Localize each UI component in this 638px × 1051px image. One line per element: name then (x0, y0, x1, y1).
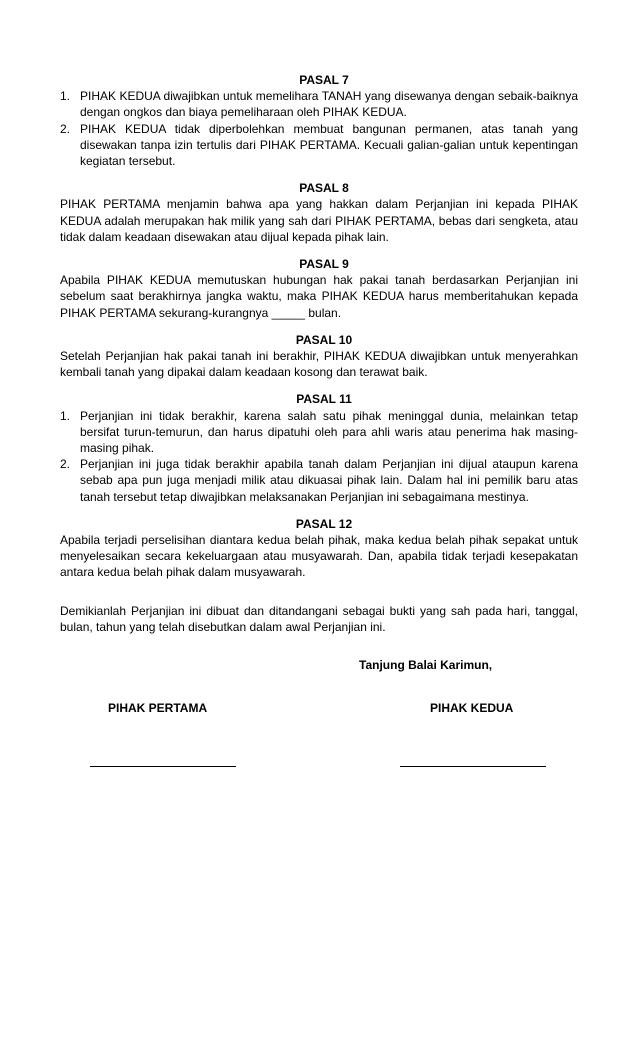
pasal-8-text: PIHAK PERTAMA menjamin bahwa apa yang hakkan dalam Perjanjian ini kepada PIHAK KEDUA adalah merupakan hak milik yang sah dari PIHAK PERTAMA, bebas dari sengketa, atau tidak dalam keadaan disewakan atau dijual kepada pihak lain. (60, 197, 578, 244)
signing-place: Tanjung Balai Karimun, (359, 658, 493, 672)
pasal-7-list (60, 88, 578, 169)
second-party-label: PIHAK KEDUA (430, 701, 514, 715)
document-page (60, 72, 578, 715)
second-party-signature-line (400, 766, 546, 767)
list-item-text: Perjanjian ini juga tidak berakhir apabila tanah dalam Perjanjian ini dijual ataupun karena sebab apa pun juga menjadi milik atau dikuasai pihak lain. Dalam hal ini pemilik baru atas tanah tersebut tetap diwajibkan melaksanakan Perjanjian ini sebagaimana mestinya. (80, 457, 578, 504)
pasal-10-text: Setelah Perjanjian hak pakai tanah ini berakhir, PIHAK KEDUA diwajibkan untuk menyerahkan kembali tanah yang dipakai dalam keadaan kosong dan terawat baik. (60, 349, 578, 380)
list-item-text: Perjanjian ini tidak berakhir, karena salah satu pihak meninggal dunia, melainkan tetap bersifat turun-temurun, dan harus dipatuhi oleh para ahli waris atau penerima hak masing-masing pihak. (80, 408, 578, 456)
pasal-9-text: Apabila PIHAK KEDUA memutuskan hubungan hak pakai tanah berdasarkan Perjanjian ini sebelum saat berakhirnya jangka waktu, maka PIHAK KEDUA harus memberitahukan kepada PIHAK PERTAMA sekurang-kurangnya _____ bulan. (60, 273, 578, 320)
list-item-number: 2. (60, 457, 71, 472)
list-item-text: PIHAK KEDUA tidak diperbolehkan membuat bangunan permanen, atas tanah yang disewakan tanpa izin tertulis dari PIHAK PERTAMA. Kecuali galian-galian untuk kepentingan kegiatan tersebut. (80, 121, 578, 169)
pasal-12-heading: PASAL 12 (295, 516, 353, 531)
pasal-7-heading: PASAL 7 (299, 73, 349, 87)
pasal-11-heading: PASAL 11 (296, 392, 352, 407)
list-item-number: 1. (60, 408, 71, 423)
list-item (60, 408, 578, 457)
list-item-number: 2. (60, 121, 71, 136)
closing-statement: Demikianlah Perjanjian ini dibuat dan ditandangani sebagai bukti yang sah pada hari, tanggal, bulan, tahun yang telah disebutkan dalam awal Perjanjian ini. (60, 603, 578, 634)
list-item-number: 1. (60, 89, 71, 104)
list-item-text: PIHAK KEDUA diwajibkan untuk memelihara TANAH yang disewanya dengan sebaik-baiknya dengan ongkos dan biaya pemeliharaan oleh PIHAK KEDUA. (80, 89, 578, 120)
list-item (60, 121, 578, 170)
pasal-12-text: Apabila terjadi perselisihan diantara kedua belah pihak, maka kedua belah pihak sepakat untuk menyelesaikan secara kekeluargaan atau musyawarah. Dan, apabila tidak terjadi kesepakatan antara kedua belah pihak dalam musyawarah. (60, 533, 578, 580)
pasal-10-heading: PASAL 10 (295, 332, 353, 347)
list-item (60, 456, 578, 505)
first-party-signature-line (90, 766, 236, 767)
pasal-9-heading: PASAL 9 (299, 257, 349, 272)
pasal-8-heading: PASAL 8 (299, 181, 349, 196)
list-item (60, 88, 578, 120)
pasal-11-list (60, 408, 578, 505)
first-party-label: PIHAK PERTAMA (108, 701, 208, 715)
